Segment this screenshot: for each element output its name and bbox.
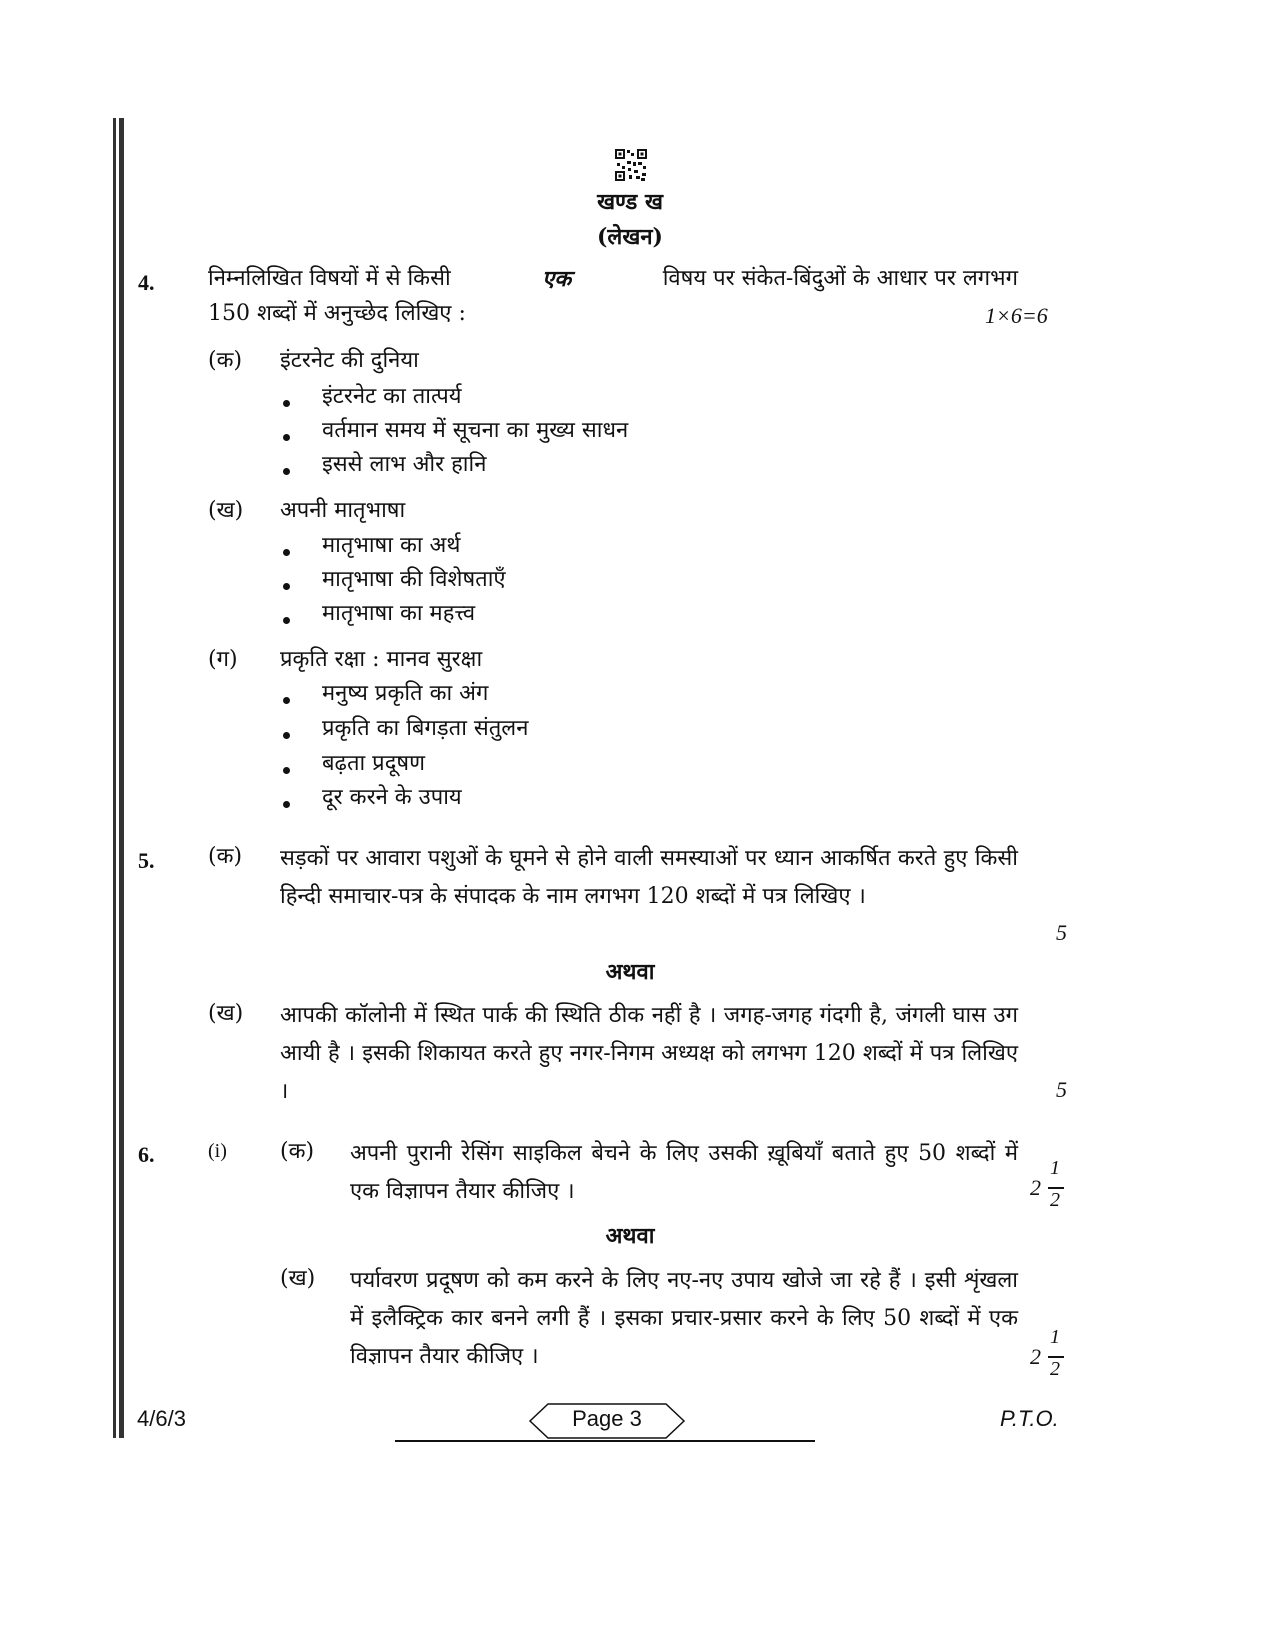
- marks-numerator: 1: [1050, 1326, 1060, 1348]
- bullet: [283, 732, 290, 739]
- bullet: [283, 583, 290, 590]
- instruction-text: 150 शब्दों में अनुच्छेद लिखिए :: [208, 301, 466, 326]
- option-label: (ख): [208, 1001, 244, 1026]
- section-title: खण्ड ख: [597, 189, 663, 215]
- list-item: मातृभाषा की विशेषताएँ: [322, 567, 506, 592]
- list-item: इससे लाभ और हानि: [322, 452, 487, 477]
- page-number: Page 3: [572, 1406, 642, 1431]
- question-text: अपनी पुरानी रेसिंग साइकिल बेचने के लिए उसकी ख़ूबियाँ बताते हुए 50 शब्दों में एक विज्ञापन तैयार कीजिए ।: [350, 1141, 1018, 1204]
- bullet: [283, 434, 290, 441]
- option-label: (क): [208, 844, 243, 869]
- instruction-emphasis: एक: [542, 266, 572, 292]
- question-number: 6.: [138, 1142, 155, 1167]
- instruction-text: निम्नलिखित विषयों में से किसी: [208, 266, 451, 291]
- section-subtitle: (लेखन): [597, 224, 663, 250]
- footer-rule: [395, 1440, 815, 1442]
- list-item: मातृभाषा का अर्थ: [322, 533, 461, 558]
- bullet: [283, 697, 290, 704]
- margin-rule: [119, 118, 124, 1438]
- or-divider: अथवा: [605, 1223, 655, 1249]
- marks-label: 5: [1056, 1077, 1067, 1102]
- instruction-text: विषय पर संकेत-बिंदुओं के आधार पर लगभग: [662, 266, 1018, 291]
- list-item: प्रकृति का बिगड़ता संतुलन: [322, 716, 529, 741]
- question-text: आपकी कॉलोनी में स्थित पार्क की स्थिति ठीक नहीं है । जगह-जगह गंदगी है, जंगली घास उग आयी है । इसकी शिकायत करते हुए नगर-निगम अध्यक्ष को लगभग 120 शब्दों में पत्र लिखिए ।: [280, 1003, 1018, 1104]
- marks-numerator: 1: [1050, 1157, 1060, 1179]
- list-item: मनुष्य प्रकृति का अंग: [322, 681, 489, 706]
- option-label: (क): [280, 1139, 315, 1164]
- question-instruction: [208, 262, 1018, 296]
- marks-denominator: 2: [1050, 1189, 1060, 1211]
- option-label: (ख): [280, 1266, 316, 1291]
- marks-denominator: 2: [1050, 1358, 1060, 1380]
- question-text: सड़कों पर आवारा पशुओं के घूमने से होने वाली समस्याओं पर ध्यान आकर्षित करते हुए किसी हिन्दी समाचार-पत्र के संपादक के नाम लगभग 120 शब्दों में पत्र लिखिए ।: [280, 846, 1018, 909]
- option-label: (ख): [208, 498, 244, 523]
- list-item: मातृभाषा का महत्त्व: [322, 601, 476, 626]
- option-title: अपनी मातृभाषा: [280, 498, 406, 523]
- option-label: (ग): [208, 647, 238, 672]
- list-item: इंटरनेट का तात्पर्य: [322, 384, 462, 409]
- margin-rule: [113, 118, 116, 1438]
- list-item: दूर करने के उपाय: [322, 785, 462, 810]
- or-divider: अथवा: [605, 959, 655, 985]
- list-item: बढ़ता प्रदूषण: [322, 751, 426, 776]
- bullet: [283, 767, 290, 774]
- question-number: 4.: [138, 270, 155, 295]
- qr-code-icon: [614, 148, 648, 182]
- option-title: प्रकृति रक्षा : मानव सुरक्षा: [280, 647, 483, 672]
- paper-code: 4/6/3: [137, 1406, 186, 1431]
- marks-whole: 2: [1030, 1344, 1041, 1369]
- bullet: [283, 801, 290, 808]
- list-item: वर्तमान समय में सूचना का मुख्य साधन: [322, 418, 629, 443]
- marks-label: 1×6=6: [985, 303, 1048, 328]
- marks-whole: 2: [1030, 1175, 1041, 1200]
- option-title: इंटरनेट की दुनिया: [280, 348, 419, 373]
- bullet: [283, 617, 290, 624]
- option-label: (क): [208, 348, 243, 373]
- question-number: 5.: [138, 848, 155, 873]
- question-text: पर्यावरण प्रदूषण को कम करने के लिए नए-नए उपाय खोजे जा रहे हैं । इसी शृंखला में इलैक्ट्रिक कार बनने लगी हैं । इसका प्रचार-प्रसार करने के लिए 50 शब्दों में एक विज्ञापन तैयार कीजिए ।: [350, 1268, 1018, 1369]
- bullet: [283, 468, 290, 475]
- bullet: [283, 549, 290, 556]
- bullet: [283, 400, 290, 407]
- pto-label: P.T.O.: [1000, 1406, 1059, 1431]
- marks-label: 5: [1056, 920, 1067, 945]
- sub-question-number: (i): [208, 1140, 227, 1162]
